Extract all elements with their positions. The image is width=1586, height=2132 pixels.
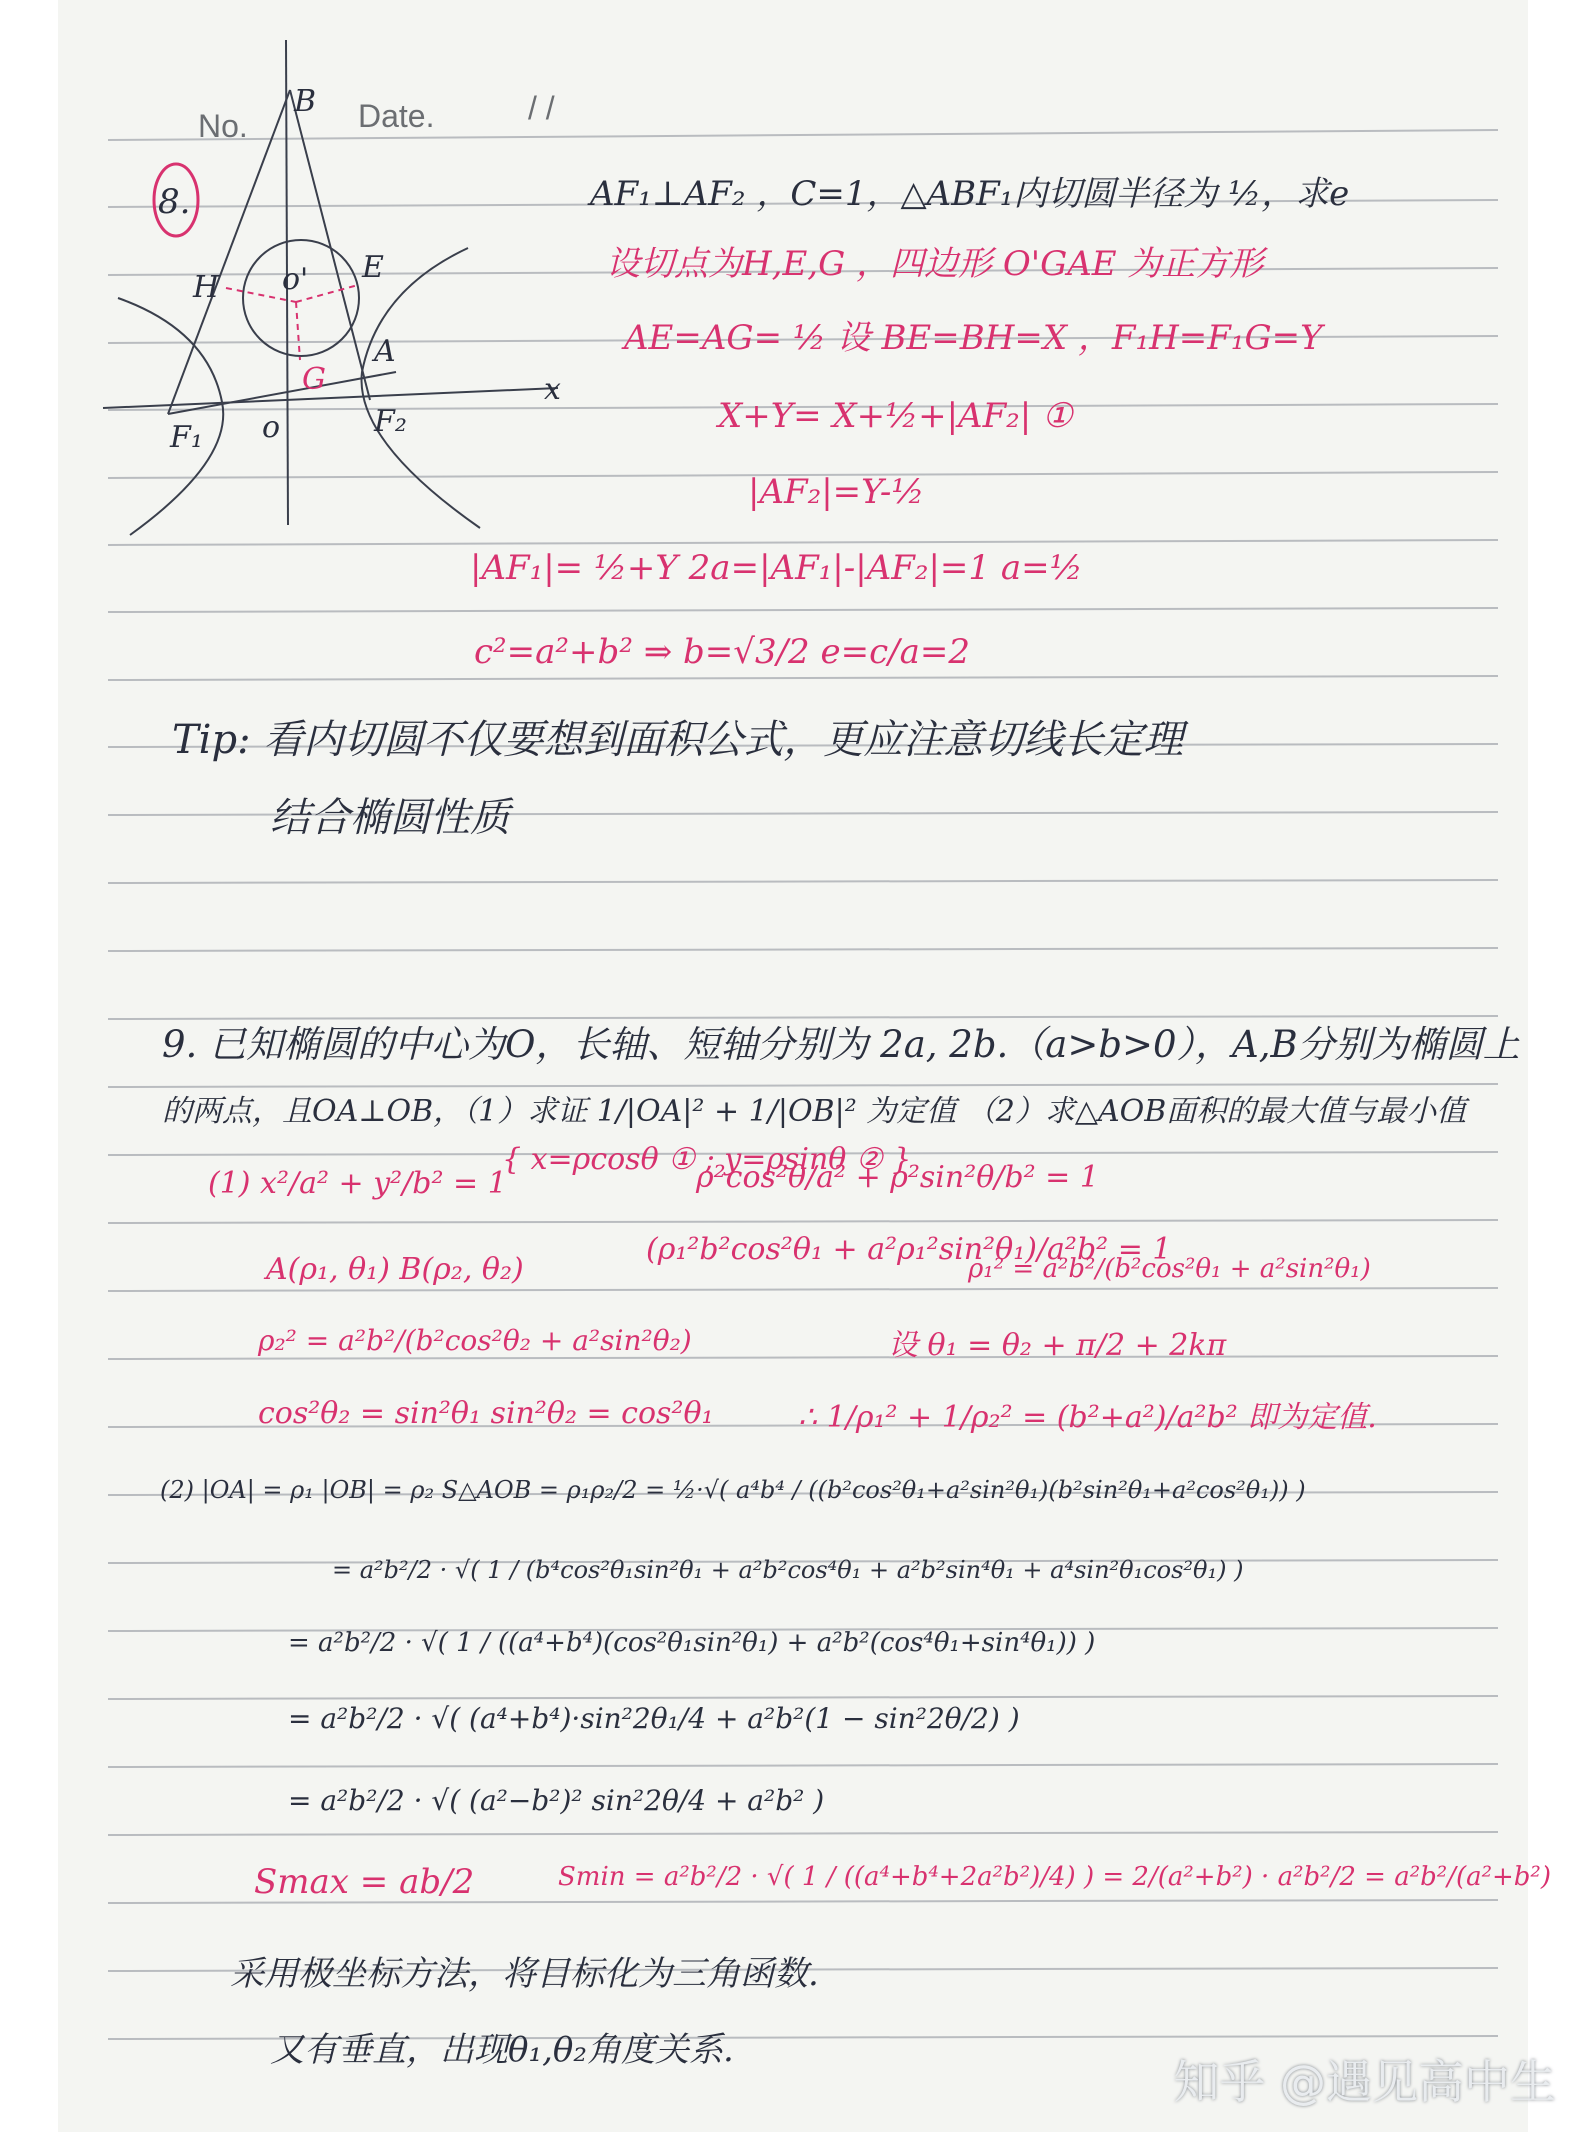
part2-line-2: = a²b²/2 · √( 1 / (b⁴cos²θ₁sin²θ₁ + a²b²cos⁴θ₁ + a²b²sin⁴θ₁ + a⁴sin²θ₁cos²θ₁) ) [332,1556,1244,1584]
diagram-label-F2: F₂ [374,404,407,439]
part2-line-3: = a²b²/2 · √( 1 / ((a⁴+b⁴)(cos²θ₁sin²θ₁) + a²b²(cos⁴θ₁+sin⁴θ₁)) ) [288,1628,1096,1658]
hyperbola-diagram [103,40,558,535]
part1-line-5: (ρ₁²b²cos²θ₁ + a²ρ₁²sin²θ₁)/a²b² = 1 [646,1232,1172,1267]
problem8-step-5: |AF₁|= ½+Y 2a=|AF₁|-|AF₂|=1 a=½ [470,548,1083,588]
diagram-label-E: E [362,250,384,285]
date-label: Date. [358,98,435,134]
part2-line-5: = a²b²/2 · √( (a²−b²)² sin²2θ/4 + a²b² ) [288,1784,825,1817]
watermark: 知乎 @遇见高中生 [1173,2055,1556,2109]
notebook-page [58,0,1552,2132]
problem8-tip-line-2: 结合椭圆性质 [270,795,510,841]
part1-line-10: ∴ 1/ρ₁² + 1/ρ₂² = (b²+a²)/a²b² 即为定值. [798,1400,1377,1435]
problem8-step-2: AE=AG= ½ 设 BE=BH=X ，F₁H=F₁G=Y [624,318,1323,358]
problem9-note-1: 采用极坐标方法，将目标化为三角函数. [230,1954,819,1994]
part2-line-1: (2) |OA| = ρ₁ |OB| = ρ₂ S△AOB = ρ₁ρ₂/2 = ½·√( a⁴b⁴ / ((b²cos²θ₁+a²sin²θ₁)(b²sin²θ₁+a²cos²θ₁)) ) [160,1476,1306,1504]
part1-line-8: 设 θ₁ = θ₂ + π/2 + 2kπ [888,1328,1227,1363]
diagram-label-A: A [374,334,396,369]
part2-smin: Smin = a²b²/2 · √( 1 / ((a⁴+b⁴+2a²b²)/4) ) = 2/(a²+b²) · a²b²/2 = a²b²/(a²+b²) [558,1862,1552,1892]
diagram-label-G: G [302,362,326,397]
diagram-label-origin: o [262,410,281,445]
problem9-statement-line-1: 9. 已知椭圆的中心为O，长轴、短轴分别为 2a, 2b.（a>b>0），A,B分别为椭圆上 [162,1023,1520,1066]
problem8-condition: AF₁⊥AF₂ ，C=1，△ABF₁内切圆半径为 ½，求e [590,174,1350,214]
part2-smax: Smax = ab/2 [254,1862,475,1902]
no-label: No. [198,108,248,144]
problem8-step-3: X+Y= X+½+|AF₂| ① [718,396,1073,436]
part1-line-7: ρ₂² = a²b²/(b²cos²θ₂ + a²sin²θ₂) [258,1324,692,1357]
part1-line-6: ρ₁² = a²b²/(b²cos²θ₁ + a²sin²θ₁) [968,1254,1371,1284]
problem9-note-2: 又有垂直，出现θ₁,θ₂角度关系. [270,2030,734,2070]
part2-line-4: = a²b²/2 · √( (a⁴+b⁴)·sin²2θ₁/4 + a²b²(1 − sin²2θ/2) ) [288,1702,1020,1735]
diagram-label-H: H [193,270,220,305]
problem8-tip-line-1: Tip: 看内切圆不仅要想到面积公式，更应注意切线长定理 [172,717,1184,763]
part1-line-2: { x=ρcosθ ① ; y=ρsinθ ② } [502,1142,912,1177]
part1-line-9: cos²θ₂ = sin²θ₁ sin²θ₂ = cos²θ₁ [258,1396,714,1431]
problem8-number: 8. [158,182,191,222]
problem8-step-6: c²=a²+b² ⇒ b=√3/2 e=c/a=2 [474,632,970,672]
part1-line-3: ρ²cos²θ/a² + ρ²sin²θ/b² = 1 [696,1160,1099,1195]
diagram-label-B: B [294,84,317,119]
problem9-statement-line-2: 的两点，且OA⊥OB，（1）求证 1/|OA|² + 1/|OB|² 为定值 （2）求△AOB面积的最大值与最小值 [162,1094,1467,1129]
problem8-step-1: 设切点为H,E,G ，四边形 O'GAE 为正方形 [606,244,1264,284]
diagram-label-x: x [544,372,561,407]
date-value: / / [528,90,555,126]
diagram-label-F1: F₁ [170,420,203,455]
part1-line-4: A(ρ₁, θ₁) B(ρ₂, θ₂) [266,1252,524,1287]
diagram-label-O: o' [282,262,309,297]
part1-line-1: (1) x²/a² + y²/b² = 1 [208,1166,507,1201]
problem8-step-4: |AF₂|=Y-½ [748,472,925,512]
